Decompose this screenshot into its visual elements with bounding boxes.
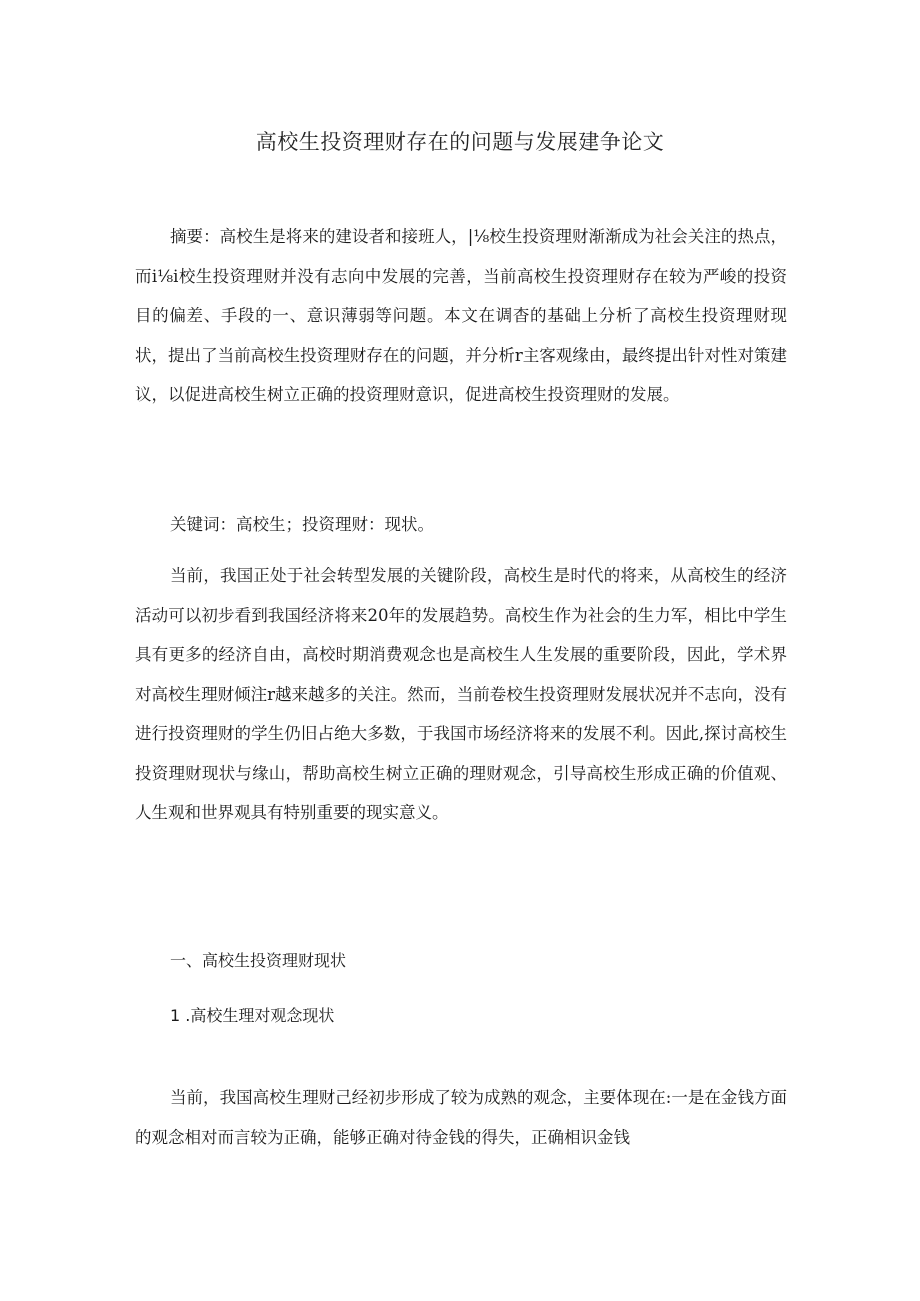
keywords-paragraph: 关键词：高校生；投资理财：现状。 [170,515,434,534]
document-title: 高校生投资理财存在的问题与发展建争论文 [255,130,665,154]
intro-paragraph: 当前，我国正处于社会转型发展的关键阶段，高校生是时代的将来，从高校生的经济活动可以初步看到我国经济将来20年的发展趋势。高校生作为社会的生力军，相比中学生具有更多的经济自由，高校时期消费观念也是高校生人生发展的重要阶段，因此，学术界对高校生理财倾注r越来越多的关注。然而，当前卷校生投资理财发展状况并不志向，没有进行投资理财的学生仍旧占绝大多数，于我国市场经济将来的发展不利。因此,探讨高校生投资理财现状与缘山，帮助高校生树立正确的理财观念，引导高校生形成正确的价值观、人生观和世界观具有特别重要的现实意义。 [135,566,787,822]
section-heading-1: 一、高校生投资理财现状 [170,951,347,970]
body-paragraph-2: 当前，我国高校生理财己经初步形成了较为成熟的观念，主要体现在:一是在金钱方面的观念相对而言较为正确，能够正确对待金钱的得失，正确相识金钱 [135,1088,787,1147]
abstract-paragraph: 摘要：高校生是将来的建设者和接班人，|⅛校生投资理财渐渐成为社会关注的热点，而i⅛i校生投资理财并没有志向中发展的完善，当前高校生投资理财存在较为严峻的投资目的偏差、手段的一、意识薄弱等问题。本文在调杳的基础上分析了高校生投资理财现状，提出了当前高校生投资理财存在的问题，并分析r主客观缘由，最终提出针对性对策建议，以促进高校生树立正确的投资理财意识，促进高校生投资理财的发展。 [135,227,787,404]
subsection-heading-1: 1 .高校生理对观念现状 [170,1006,335,1025]
